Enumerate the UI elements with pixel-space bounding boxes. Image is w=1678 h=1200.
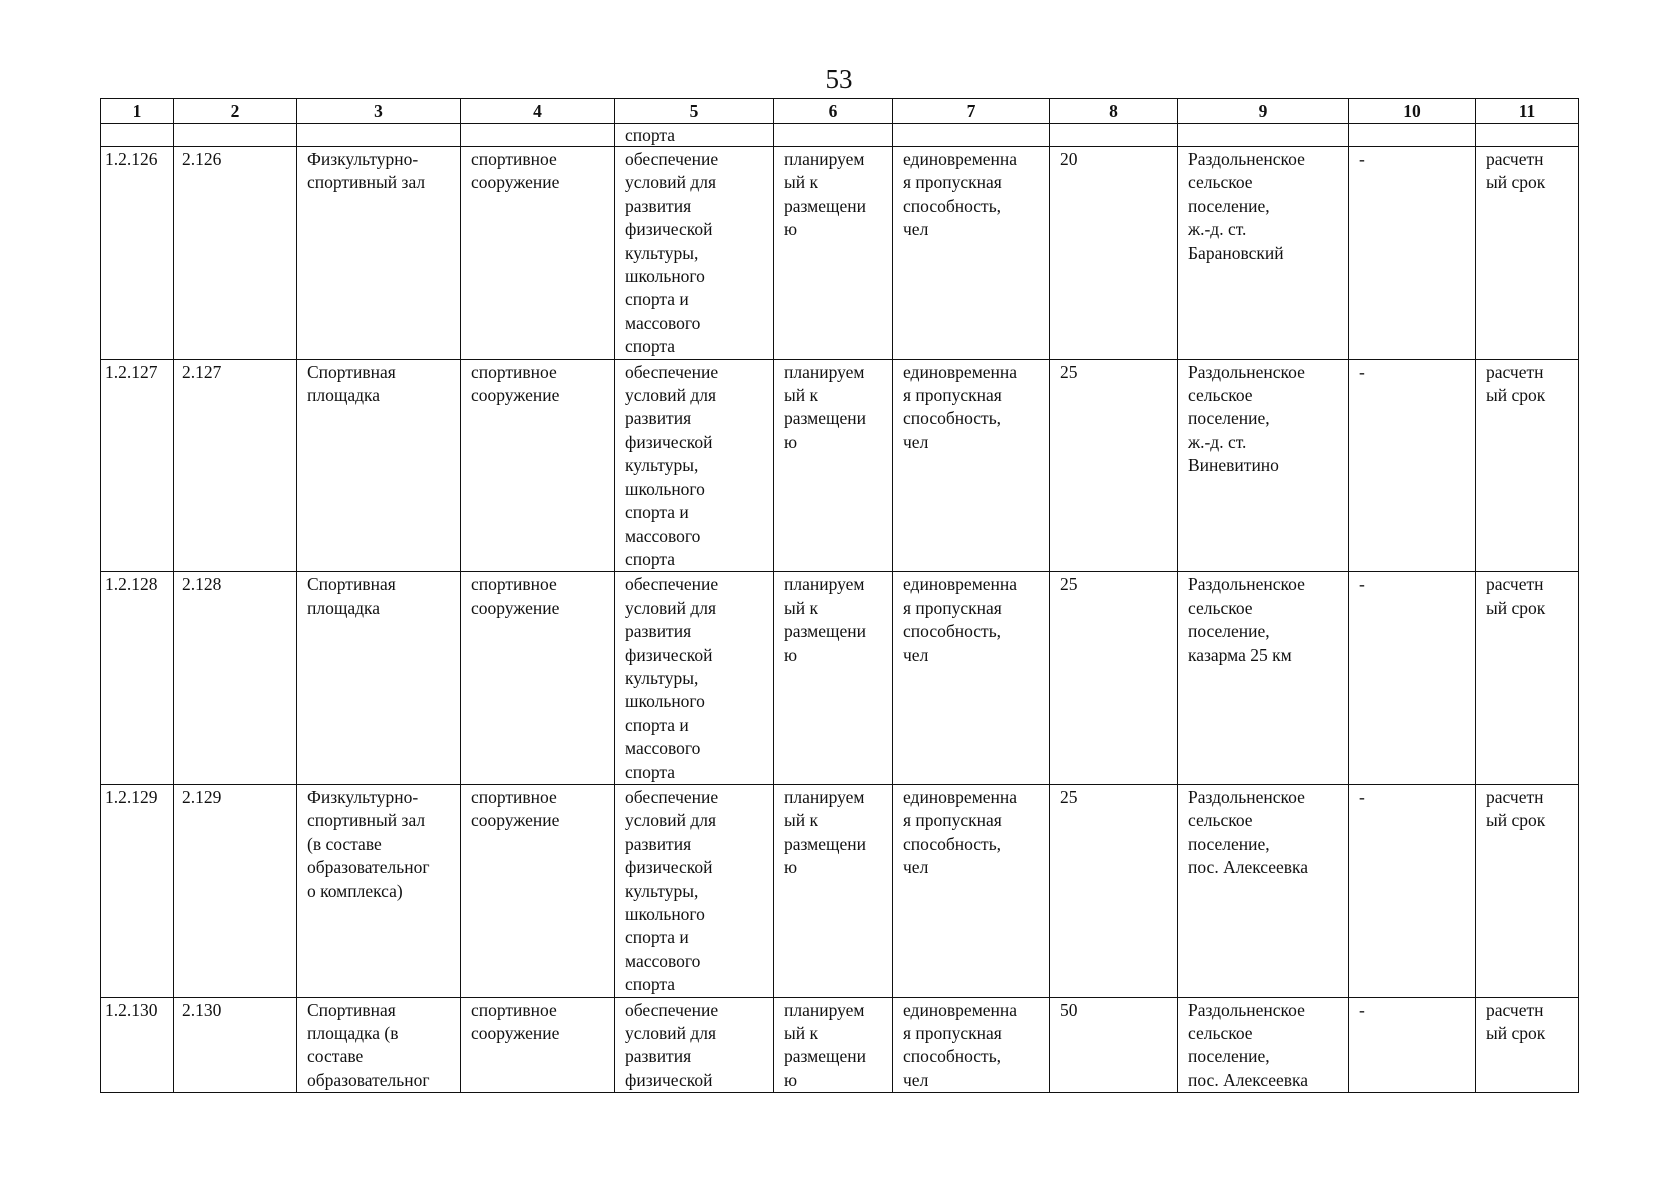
table-cell-c11: расчетн ый срок: [1476, 359, 1579, 572]
table-cell-c7: единовременна я пропускная способность, чел: [893, 572, 1050, 785]
table-cell-c4: спортивное сооружение: [461, 572, 615, 785]
column-header: 7: [893, 99, 1050, 124]
table-cell-c8: 25: [1050, 359, 1178, 572]
column-header: 8: [1050, 99, 1178, 124]
table-cell: [893, 124, 1050, 147]
table-cell-c6: планируем ый к размещени ю: [774, 784, 893, 997]
table-cell-c9: Раздольненское сельское поселение, ж.-д. ст. Барановский: [1178, 147, 1349, 360]
table-cell: [1476, 124, 1579, 147]
table-cell: [101, 124, 174, 147]
table-row: [101, 572, 1579, 785]
table-cell-c3: Спортивная площадка: [297, 572, 461, 785]
table-cell-c11: расчетн ый срок: [1476, 997, 1579, 1093]
continuation-row: [101, 124, 1579, 147]
table-cell-c3: Физкультурно- спортивный зал: [297, 147, 461, 360]
data-table: [100, 98, 1579, 1093]
column-header: 11: [1476, 99, 1579, 124]
table-body: [101, 99, 1579, 1093]
column-header: 1: [101, 99, 174, 124]
table-cell: [297, 124, 461, 147]
table-cell-c4: спортивное сооружение: [461, 997, 615, 1093]
table-header-row: [101, 99, 1579, 124]
table-cell-c3: Физкультурно- спортивный зал (в составе образовательног о комплекса): [297, 784, 461, 997]
table-cell-c8: 25: [1050, 784, 1178, 997]
table-cell-c10: -: [1349, 359, 1476, 572]
table-cell-c6: планируем ый к размещени ю: [774, 997, 893, 1093]
table-cell-c3: Спортивная площадка (в составе образовательног: [297, 997, 461, 1093]
table-cell-c4: спортивное сооружение: [461, 784, 615, 997]
page-number: 53: [825, 64, 853, 94]
table-cell: [461, 124, 615, 147]
table-row: [101, 147, 1579, 360]
table-cell-c11: расчетн ый срок: [1476, 572, 1579, 785]
table-cell-c7: единовременна я пропускная способность, чел: [893, 359, 1050, 572]
table-cell-c10: -: [1349, 997, 1476, 1093]
table-cell-c9: Раздольненское сельское поселение, пос. Алексеевка: [1178, 997, 1349, 1093]
column-header: 9: [1178, 99, 1349, 124]
table-cell-c5: обеспечение условий для развития физической: [615, 997, 774, 1093]
table-cell-c10: -: [1349, 784, 1476, 997]
table-cell-c2: 2.127: [174, 359, 297, 572]
column-header: 10: [1349, 99, 1476, 124]
table-cell-c6: планируем ый к размещени ю: [774, 147, 893, 360]
table-cell-c7: единовременна я пропускная способность, чел: [893, 997, 1050, 1093]
table-cell: [774, 124, 893, 147]
table-cell-c10: -: [1349, 572, 1476, 785]
table-cell: [1349, 124, 1476, 147]
table-cell-c2: 2.129: [174, 784, 297, 997]
table-row: [101, 784, 1579, 997]
table-cell-c8: 25: [1050, 572, 1178, 785]
table-cell-c9: Раздольненское сельское поселение, пос. Алексеевка: [1178, 784, 1349, 997]
column-header: 6: [774, 99, 893, 124]
table-cell: [1050, 124, 1178, 147]
table-cell-c6: планируем ый к размещени ю: [774, 359, 893, 572]
table-cell-c2: 2.126: [174, 147, 297, 360]
column-header: 4: [461, 99, 615, 124]
table-cell-c5: обеспечение условий для развития физической культуры, школьного спорта и массового спорта: [615, 572, 774, 785]
table-cell-c7: единовременна я пропускная способность, чел: [893, 147, 1050, 360]
table-cell-c5: обеспечение условий для развития физической культуры, школьного спорта и массового спорта: [615, 784, 774, 997]
table-cell: [1178, 124, 1349, 147]
table-cell-c11: расчетн ый срок: [1476, 147, 1579, 360]
table-cell-c1: 1.2.128: [101, 572, 174, 785]
table-cell-c6: планируем ый к размещени ю: [774, 572, 893, 785]
column-header: 2: [174, 99, 297, 124]
table-cell-c1: 1.2.127: [101, 359, 174, 572]
table-row: [101, 997, 1579, 1093]
table-cell-c9: Раздольненское сельское поселение, казарма 25 км: [1178, 572, 1349, 785]
table-cell-c9: Раздольненское сельское поселение, ж.-д. ст. Виневитино: [1178, 359, 1349, 572]
table-cell-c8: 50: [1050, 997, 1178, 1093]
table-row: [101, 359, 1579, 572]
table-cell-c5: обеспечение условий для развития физической культуры, школьного спорта и массового спорта: [615, 359, 774, 572]
table-cell-c3: Спортивная площадка: [297, 359, 461, 572]
table-cell-c7: единовременна я пропускная способность, чел: [893, 784, 1050, 997]
table-cell-c10: -: [1349, 147, 1476, 360]
table-cell-c11: расчетн ый срок: [1476, 784, 1579, 997]
column-header: 5: [615, 99, 774, 124]
table-cell-c1: 1.2.129: [101, 784, 174, 997]
table-cell-c1: 1.2.130: [101, 997, 174, 1093]
table-cell-c1: 1.2.126: [101, 147, 174, 360]
table-cell-c2: 2.130: [174, 997, 297, 1093]
table-cell-c4: спортивное сооружение: [461, 147, 615, 360]
table-cell-c5: обеспечение условий для развития физической культуры, школьного спорта и массового спорта: [615, 147, 774, 360]
table-cell-c8: 20: [1050, 147, 1178, 360]
table-cell: [174, 124, 297, 147]
table-cell-c2: 2.128: [174, 572, 297, 785]
table-cell-c4: спортивное сооружение: [461, 359, 615, 572]
table-cell: спорта: [615, 124, 774, 147]
column-header: 3: [297, 99, 461, 124]
